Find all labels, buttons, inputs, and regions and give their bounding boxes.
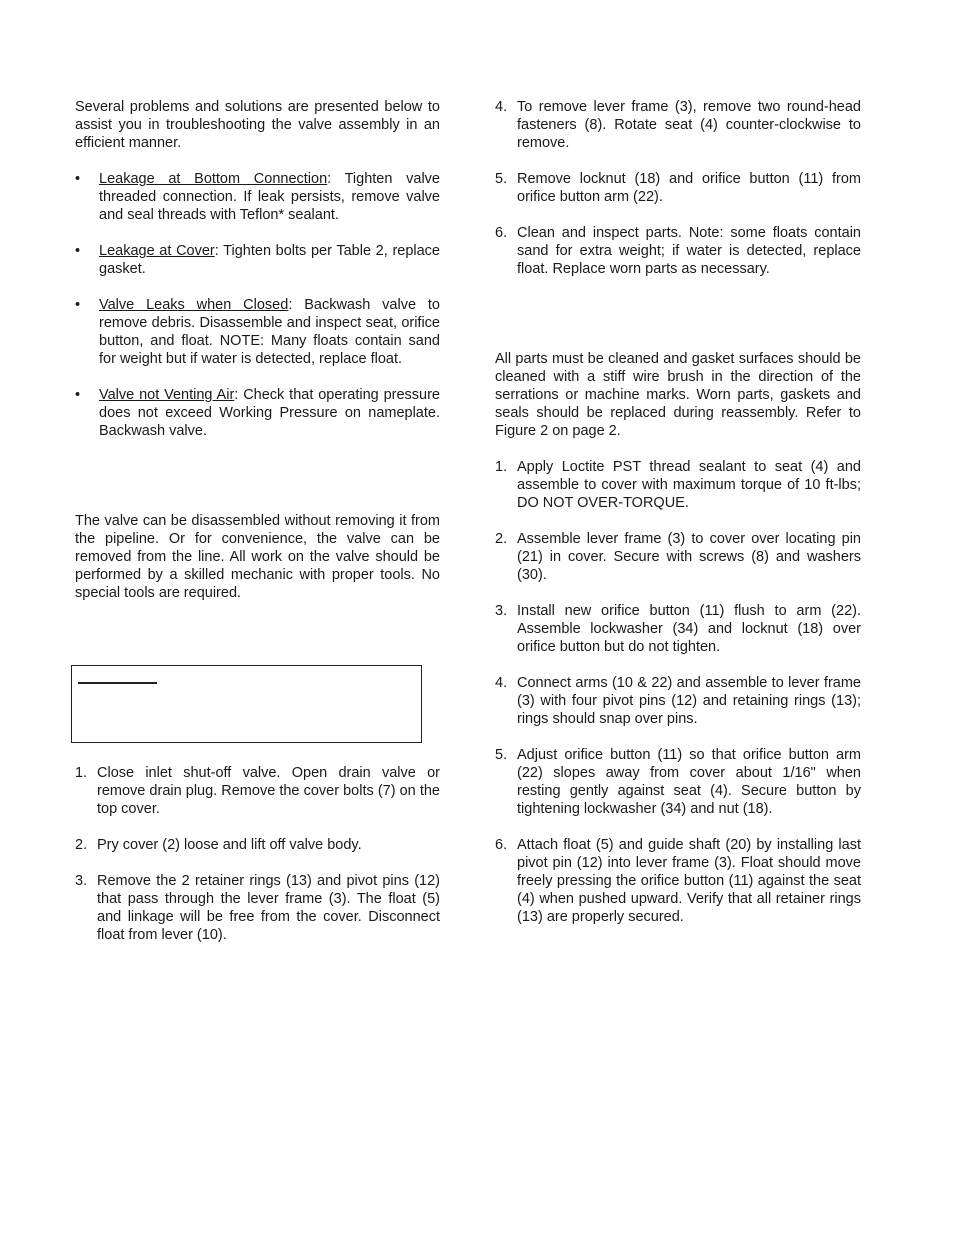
step-text: Adjust orifice button (11) so that orifice button arm (22) slopes away from cover about 1/16" when resting gently against seat (4). Secure button by tightening lockwasher (34) and nut (18). <box>517 747 861 817</box>
step-text: Pry cover (2) loose and lift off valve body. <box>97 837 362 853</box>
step-number: 1. <box>495 459 508 475</box>
bullet-text: : Backwash valve to remove debris. Disassemble and inspect seat, orifice button, and float. NOTE: Many floats contain sand for weight but if water is detected, replace float. <box>99 297 440 367</box>
step-text: Clean and inspect parts. Note: some floats contain sand for extra weight; if water is detected, replace float. Replace worn parts as necessary. <box>517 225 861 277</box>
step-number: 6. <box>495 225 508 241</box>
step-number: 1. <box>75 765 88 781</box>
disassembly-step <box>495 98 861 152</box>
step-number: 4. <box>495 99 508 115</box>
bullet-item <box>75 296 440 368</box>
reassembly-step <box>495 674 861 728</box>
bullet-icon: • <box>75 171 81 187</box>
reassembly-step <box>495 458 861 512</box>
troubleshooting-intro: Several problems and solutions are presented below to assist you in troubleshooting the valve assembly in an efficient manner. <box>75 99 440 151</box>
step-text: To remove lever frame (3), remove two round-head fasteners (8). Rotate seat (4) counter-clockwise to remove. <box>517 99 861 151</box>
bullet-text: : Tighten valve threaded connection. If leak persists, remove valve and seal threads with Teflon* sealant. <box>99 171 440 223</box>
step-text: Attach float (5) and guide shaft (20) by installing last pivot pin (12) into lever frame (3). Float should move freely pressing the orifice button (11) against the seat (4) when pushed upward. Verify that all retainer rings (13) are properly secured. <box>517 837 861 925</box>
disassembly-step <box>75 764 440 818</box>
bullet-text: : Tighten bolts per Table 2, replace gasket. <box>99 243 440 277</box>
step-number: 5. <box>495 747 508 763</box>
step-number: 6. <box>495 837 508 853</box>
step-text: Assemble lever frame (3) to cover over locating pin (21) in cover. Secure with screws (8) and washers (30). <box>517 531 861 583</box>
bullet-text: : Check that operating pressure does not exceed Working Pressure on nameplate. Backwash valve. <box>99 387 440 439</box>
step-number: 3. <box>75 873 88 889</box>
step-number: 3. <box>495 603 508 619</box>
step-text: Apply Loctite PST thread sealant to seat (4) and assemble to cover with maximum torque of 10 ft-lbs; DO NOT OVER-TORQUE. <box>517 459 861 511</box>
bullet-item <box>75 386 440 440</box>
left-column <box>75 98 440 944</box>
step-number: 2. <box>495 531 508 547</box>
reassembly-step <box>495 530 861 584</box>
reassembly-intro: All parts must be cleaned and gasket surfaces should be cleaned with a stiff wire brush in the direction of the serrations or machine marks. Worn parts, gaskets and seals should be replaced during reassembly. Refer to Figure 2 on page 2. <box>495 351 861 439</box>
bullet-icon: • <box>75 387 81 403</box>
disassembly-step <box>75 836 440 854</box>
step-text: Close inlet shut-off valve. Open drain valve or remove drain plug. Remove the cover bolts (7) on the top cover. <box>97 765 440 817</box>
step-text: Connect arms (10 & 22) and assemble to lever frame (3) with four pivot pins (12) and retaining rings (13); rings should snap over pins. <box>517 675 861 727</box>
caution-box <box>71 665 422 743</box>
disassembly-step <box>495 170 861 206</box>
step-number: 2. <box>75 837 88 853</box>
bullet-icon: • <box>75 297 81 313</box>
reassembly-step <box>495 746 861 818</box>
reassembly-step <box>495 836 861 926</box>
bullet-icon: • <box>75 243 81 259</box>
step-text: Remove locknut (18) and orifice button (11) from orifice button arm (22). <box>517 171 861 205</box>
right-column <box>495 98 861 926</box>
step-text: Install new orifice button (11) flush to arm (22). Assemble lockwasher (34) and locknut (18) over orifice button but do not tighten. <box>517 603 861 655</box>
disassembly-step <box>495 224 861 278</box>
step-number: 4. <box>495 675 508 691</box>
step-text: Remove the 2 retainer rings (13) and pivot pins (12) that pass through the lever frame (3). The float (5) and linkage will be free from the cover. Disconnect float from lever (10). <box>97 873 440 943</box>
step-number: 5. <box>495 171 508 187</box>
bullet-title: Valve Leaks when Closed <box>99 297 289 313</box>
bullet-title: Leakage at Cover <box>99 243 215 259</box>
bullet-item <box>75 170 440 224</box>
disassembly-intro: The valve can be disassembled without removing it from the pipeline. Or for convenience, the valve can be removed from the line. All work on the valve should be performed by a skilled mechanic with proper tools. No special tools are required. <box>75 513 440 601</box>
bullet-title: Valve not Venting Air <box>99 387 235 403</box>
bullet-title: Leakage at Bottom Connection <box>99 171 328 187</box>
bullet-item <box>75 242 440 278</box>
disassembly-step <box>75 872 440 944</box>
reassembly-step <box>495 602 861 656</box>
caution-title-rule <box>78 682 157 684</box>
